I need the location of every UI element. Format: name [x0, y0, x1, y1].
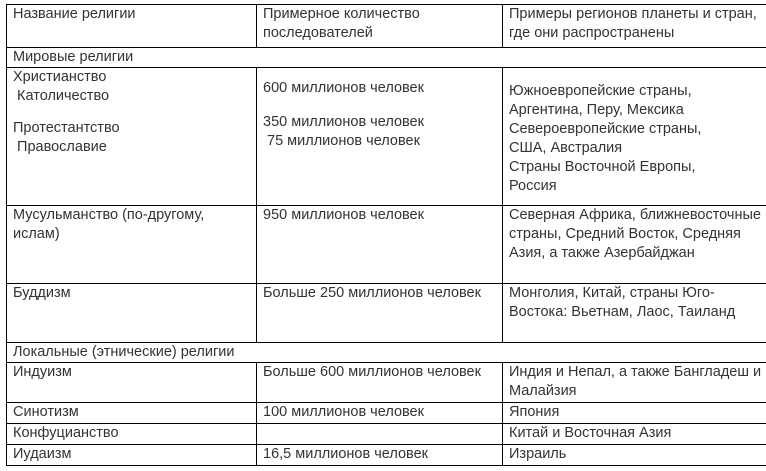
islam-name-cell: Мусульманство (по-другому, ислам): [7, 206, 257, 284]
hinduism-name-cell: Индуизм: [7, 363, 257, 403]
buddhism-count-cell: Больше 250 миллионов человек: [257, 284, 503, 343]
christianity-name-line: Протестантство: [13, 120, 120, 136]
christianity-name-line: Христианство: [13, 69, 107, 85]
header-row: [7, 5, 766, 48]
table-row-islam: [7, 206, 766, 284]
header-followers-count: Примерное количество последователей: [257, 5, 503, 48]
judaism-name-cell: Иудаизм: [7, 445, 257, 466]
hinduism-regions-cell: Индия и Непал, а также Бангладеш и Малайзия: [503, 363, 766, 403]
section-row-local: [7, 343, 766, 363]
religions-table-wrapper: [6, 4, 766, 466]
christianity-name-line: Католичество: [13, 88, 110, 104]
christianity-count-cell: [257, 68, 503, 206]
christianity-regions-line: Аргентина, Перу, Мексика: [509, 102, 684, 118]
islam-regions-cell: Северная Африка, ближневосточные страны, Средний Восток, Средняя Азия, а также Азербайджан: [503, 206, 766, 284]
christianity-count-line: 600 миллионов человек: [263, 80, 424, 96]
islam-count-cell: 950 миллионов человек: [257, 206, 503, 284]
buddhism-regions-cell: Монголия, Китай, страны Юго-Востока: Вьетнам, Лаос, Таиланд: [503, 284, 766, 343]
section-local-religions: Локальные (этнические) религии: [7, 343, 766, 363]
christianity-count-line: 350 миллионов человек: [263, 114, 424, 130]
christianity-name-line: [13, 106, 252, 119]
confucianism-name-cell: Конфуцианство: [7, 424, 257, 445]
buddhism-name-cell: Буддизм: [7, 284, 257, 343]
christianity-regions-line: США, Австралия: [509, 140, 623, 156]
section-world-religions: Мировые религии: [7, 48, 766, 68]
confucianism-regions-cell: Китай и Восточная Азия: [503, 424, 766, 445]
table-row-hinduism: [7, 363, 766, 403]
shinto-name-cell: Синотизм: [7, 403, 257, 424]
table-row-christianity: [7, 68, 766, 206]
section-row-world: [7, 48, 766, 68]
judaism-regions-cell: Израиль: [503, 445, 766, 466]
judaism-count-cell: 16,5 миллионов человек: [257, 445, 503, 466]
christianity-name-line: Православие: [13, 139, 107, 155]
christianity-regions-line: Североевропейские страны,: [509, 121, 702, 137]
shinto-count-cell: 100 миллионов человек: [257, 403, 503, 424]
christianity-regions-line: Южноевропейские страны,: [509, 83, 692, 99]
christianity-regions-line: [509, 68, 762, 82]
header-regions: Примеры регионов планеты и стран, где они распространены: [503, 5, 766, 48]
table-row-confucianism: [7, 424, 766, 445]
table-row-judaism: [7, 445, 766, 466]
christianity-regions-line: Россия: [509, 178, 557, 194]
table-row-shinto: [7, 403, 766, 424]
shinto-regions-cell: Япония: [503, 403, 766, 424]
confucianism-count-cell: [257, 424, 503, 445]
table-row-buddhism: [7, 284, 766, 343]
header-religion-name: Название религии: [7, 5, 257, 48]
christianity-regions-cell: [503, 68, 766, 206]
christianity-name-cell: [7, 68, 257, 206]
christianity-count-line: [263, 68, 498, 79]
religions-table: [6, 4, 766, 466]
hinduism-count-cell: Больше 600 миллионов человек: [257, 363, 503, 403]
christianity-count-line: 75 миллионов человек: [263, 133, 420, 149]
christianity-regions-line: Страны Восточной Европы,: [509, 159, 696, 175]
christianity-count-line: [263, 98, 498, 113]
